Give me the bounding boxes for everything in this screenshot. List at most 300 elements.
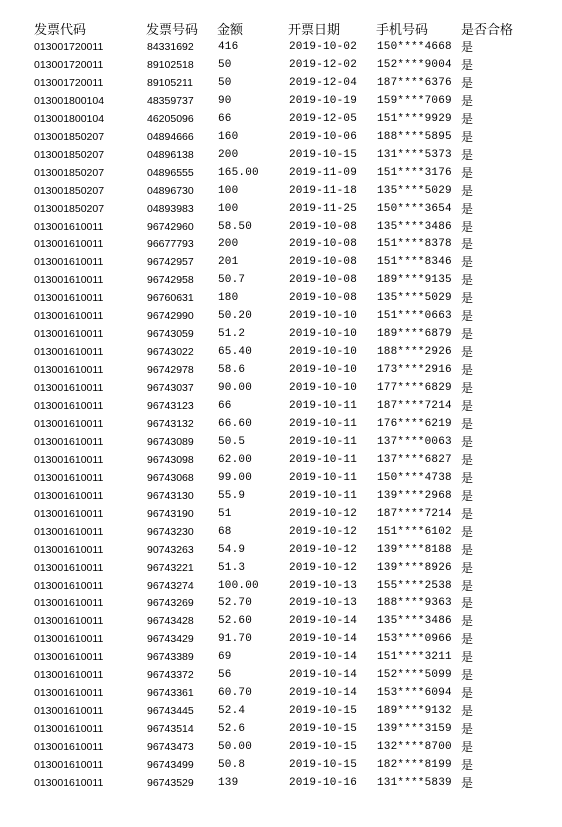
issue-date-cell: 2019-10-14 xyxy=(289,615,358,628)
phone-number-cell: 189****9132 xyxy=(377,705,452,718)
invoice-number-cell: 04893983 xyxy=(147,202,194,215)
invoice-code-cell: 013001800104 xyxy=(34,112,105,125)
table-row xyxy=(0,776,562,790)
issue-date-cell: 2019-10-11 xyxy=(289,417,358,430)
table-row xyxy=(0,94,562,108)
issue-date-cell: 2019-10-15 xyxy=(289,759,358,771)
amount-cell: 50.5 xyxy=(218,435,246,448)
issue-date-cell: 2019-10-14 xyxy=(289,651,358,664)
phone-number-cell: 135****5029 xyxy=(377,292,452,305)
invoice-code-cell: 013001850207 xyxy=(34,202,105,215)
qualified-cell: 是 xyxy=(461,183,474,198)
invoice-number-cell: 96743473 xyxy=(147,741,194,754)
table-row xyxy=(0,202,562,216)
issue-date-cell: 2019-10-11 xyxy=(289,471,358,484)
invoice-code-cell: 013001610011 xyxy=(34,705,104,718)
issue-date-cell: 2019-10-10 xyxy=(289,364,358,377)
invoice-number-cell: 96743123 xyxy=(147,400,194,412)
issue-date-cell: 2019-10-10 xyxy=(289,346,358,359)
table-row xyxy=(0,632,562,646)
qualified-cell: 是 xyxy=(461,686,474,701)
invoice-number-cell: 96743068 xyxy=(147,471,194,484)
invoice-code-cell: 013001610011 xyxy=(34,525,104,538)
invoice-code-cell: 013001610011 xyxy=(34,292,104,305)
table-row xyxy=(0,381,562,395)
invoice-number-cell: 96743428 xyxy=(147,615,194,628)
qualified-cell: 是 xyxy=(461,542,474,557)
invoice-code-cell: 013001610011 xyxy=(34,400,104,412)
issue-date-cell: 2019-10-12 xyxy=(289,543,358,556)
table-row xyxy=(0,722,562,736)
table-row xyxy=(0,704,562,718)
invoice-code-cell: 013001610011 xyxy=(34,507,104,520)
invoice-number-cell: 96742958 xyxy=(147,274,194,287)
invoice-code-cell: 013001610011 xyxy=(34,274,104,287)
issue-date-cell: 2019-10-08 xyxy=(289,256,358,269)
amount-cell: 165.00 xyxy=(218,166,259,179)
qualified-cell: 是 xyxy=(461,129,474,144)
invoice-number-cell: 96743132 xyxy=(147,417,194,430)
table-row xyxy=(0,184,562,198)
table-row xyxy=(0,112,562,126)
amount-cell: 100.00 xyxy=(218,579,259,592)
issue-date-cell: 2019-10-15 xyxy=(289,705,358,718)
phone-number-cell: 150****3654 xyxy=(377,202,452,215)
table-row xyxy=(0,579,562,593)
issue-date-cell: 2019-11-09 xyxy=(289,166,358,179)
qualified-cell: 是 xyxy=(461,434,474,449)
issue-date-cell: 2019-10-08 xyxy=(289,292,358,305)
qualified-cell: 是 xyxy=(461,165,474,180)
phone-number-cell: 187****7214 xyxy=(377,507,452,520)
amount-cell: 416 xyxy=(218,41,239,53)
table-row xyxy=(0,58,562,72)
invoice-code-cell: 013001610011 xyxy=(34,723,104,736)
issue-date-cell: 2019-10-08 xyxy=(289,238,358,251)
header-amount: 金额 xyxy=(217,23,244,38)
phone-number-cell: 135****3486 xyxy=(377,220,452,233)
phone-number-cell: 131****5839 xyxy=(377,776,452,789)
qualified-cell: 是 xyxy=(461,93,474,108)
invoice-code-cell: 013001610011 xyxy=(34,776,104,789)
qualified-cell: 是 xyxy=(461,327,474,342)
phone-number-cell: 135****3486 xyxy=(377,615,452,628)
invoice-code-cell: 013001610011 xyxy=(34,256,104,269)
phone-number-cell: 139****3159 xyxy=(377,723,452,736)
header-invoice-number: 发票号码 xyxy=(146,23,199,38)
invoice-code-cell: 013001610011 xyxy=(34,382,104,395)
table-row xyxy=(0,291,562,305)
invoice-number-cell: 96743389 xyxy=(147,651,194,664)
qualified-cell: 是 xyxy=(461,668,474,683)
qualified-cell: 是 xyxy=(461,399,474,413)
phone-number-cell: 182****8199 xyxy=(377,759,452,771)
amount-cell: 66.60 xyxy=(218,417,253,430)
invoice-number-cell: 96743361 xyxy=(147,687,194,700)
qualified-cell: 是 xyxy=(461,345,474,360)
amount-cell: 66 xyxy=(218,112,232,125)
qualified-cell: 是 xyxy=(461,614,474,629)
issue-date-cell: 2019-10-14 xyxy=(289,669,358,682)
invoice-code-cell: 013001720011 xyxy=(34,76,104,89)
amount-cell: 50.8 xyxy=(218,759,246,771)
phone-number-cell: 135****5029 xyxy=(377,184,452,197)
invoice-code-cell: 013001610011 xyxy=(34,453,104,466)
invoice-number-cell: 96743190 xyxy=(147,507,194,520)
amount-cell: 58.6 xyxy=(218,364,246,377)
issue-date-cell: 2019-10-12 xyxy=(289,507,358,520)
table-row xyxy=(0,130,562,144)
issue-date-cell: 2019-10-11 xyxy=(289,435,358,448)
qualified-cell: 是 xyxy=(461,147,474,162)
invoice-number-cell: 48359737 xyxy=(147,94,194,107)
invoice-code-cell: 013001610011 xyxy=(34,346,104,359)
issue-date-cell: 2019-10-11 xyxy=(289,400,358,412)
qualified-cell: 是 xyxy=(461,632,474,647)
amount-cell: 65.40 xyxy=(218,346,253,359)
issue-date-cell: 2019-12-04 xyxy=(289,76,358,89)
qualified-cell: 是 xyxy=(461,740,474,755)
phone-number-cell: 139****2968 xyxy=(377,489,452,502)
invoice-number-cell: 96743372 xyxy=(147,669,194,682)
amount-cell: 50 xyxy=(218,76,232,89)
invoice-code-cell: 013001610011 xyxy=(34,597,104,610)
phone-number-cell: 177****6829 xyxy=(377,382,452,395)
qualified-cell: 是 xyxy=(461,524,474,539)
amount-cell: 68 xyxy=(218,525,232,538)
amount-cell: 50.7 xyxy=(218,274,246,287)
table-row xyxy=(0,435,562,449)
amount-cell: 50.20 xyxy=(218,310,253,323)
issue-date-cell: 2019-10-15 xyxy=(289,148,358,161)
phone-number-cell: 152****5099 xyxy=(377,669,452,682)
qualified-cell: 是 xyxy=(461,255,474,270)
invoice-number-cell: 96743089 xyxy=(147,435,194,448)
phone-number-cell: 150****4738 xyxy=(377,471,452,484)
issue-date-cell: 2019-10-13 xyxy=(289,597,358,610)
qualified-cell: 是 xyxy=(461,201,474,216)
qualified-cell: 是 xyxy=(461,57,474,72)
invoice-number-cell: 04896138 xyxy=(147,148,194,161)
invoice-code-cell: 013001720011 xyxy=(34,58,104,71)
qualified-cell: 是 xyxy=(461,273,474,288)
table-row xyxy=(0,561,562,575)
invoice-code-cell: 013001610011 xyxy=(34,561,104,574)
invoice-code-cell: 013001610011 xyxy=(34,543,104,556)
header-invoice-code: 发票代码 xyxy=(34,23,87,38)
phone-number-cell: 187****6376 xyxy=(377,76,452,89)
phone-number-cell: 153****6094 xyxy=(377,687,452,700)
phone-number-cell: 151****0663 xyxy=(377,310,452,323)
invoice-number-cell: 96743230 xyxy=(147,525,194,538)
invoice-code-cell: 013001610011 xyxy=(34,435,104,448)
issue-date-cell: 2019-10-14 xyxy=(289,687,358,700)
qualified-cell: 是 xyxy=(461,75,474,90)
issue-date-cell: 2019-10-08 xyxy=(289,220,358,233)
amount-cell: 90.00 xyxy=(218,382,253,395)
issue-date-cell: 2019-10-19 xyxy=(289,94,358,107)
table-header xyxy=(0,23,562,39)
table-row xyxy=(0,686,562,700)
table-row xyxy=(0,363,562,377)
invoice-number-cell: 04896555 xyxy=(147,166,194,179)
phone-number-cell: 132****8700 xyxy=(377,741,452,754)
invoice-number-cell: 96760631 xyxy=(147,292,194,305)
header-qualified: 是否合格 xyxy=(461,23,514,38)
qualified-cell: 是 xyxy=(461,758,474,772)
qualified-cell: 是 xyxy=(461,578,474,593)
invoice-code-cell: 013001610011 xyxy=(34,615,104,628)
invoice-code-cell: 013001610011 xyxy=(34,633,104,646)
amount-cell: 52.60 xyxy=(218,615,253,628)
invoice-number-cell: 89102518 xyxy=(147,58,194,71)
invoice-number-cell: 46205096 xyxy=(147,112,194,125)
invoice-code-cell: 013001610011 xyxy=(34,220,104,233)
table-row xyxy=(0,237,562,251)
table-row xyxy=(0,255,562,269)
issue-date-cell: 2019-10-10 xyxy=(289,328,358,341)
qualified-cell: 是 xyxy=(461,650,474,665)
table-row xyxy=(0,327,562,341)
phone-number-cell: 151****3211 xyxy=(377,651,452,664)
qualified-cell: 是 xyxy=(461,704,474,719)
qualified-cell: 是 xyxy=(461,722,474,737)
table-row xyxy=(0,309,562,323)
qualified-cell: 是 xyxy=(461,506,474,521)
invoice-code-cell: 013001720011 xyxy=(34,41,104,53)
qualified-cell: 是 xyxy=(461,470,474,485)
amount-cell: 200 xyxy=(218,148,239,161)
phone-number-cell: 189****6879 xyxy=(377,328,452,341)
invoice-number-cell: 96742960 xyxy=(147,220,194,233)
table-row xyxy=(0,345,562,359)
amount-cell: 62.00 xyxy=(218,453,253,466)
amount-cell: 100 xyxy=(218,202,239,215)
amount-cell: 50.00 xyxy=(218,741,253,754)
phone-number-cell: 153****0966 xyxy=(377,633,452,646)
invoice-number-cell: 96742990 xyxy=(147,310,194,323)
phone-number-cell: 188****9363 xyxy=(377,597,452,610)
invoice-number-cell: 96743269 xyxy=(147,597,194,610)
issue-date-cell: 2019-10-10 xyxy=(289,382,358,395)
qualified-cell: 是 xyxy=(461,219,474,234)
phone-number-cell: 151****8378 xyxy=(377,238,452,251)
issue-date-cell: 2019-10-08 xyxy=(289,274,358,287)
amount-cell: 55.9 xyxy=(218,489,246,502)
amount-cell: 52.70 xyxy=(218,597,253,610)
invoice-code-cell: 013001610011 xyxy=(34,651,104,664)
qualified-cell: 是 xyxy=(461,363,474,378)
invoice-code-cell: 013001610011 xyxy=(34,364,104,377)
invoice-number-cell: 84331692 xyxy=(147,41,194,53)
table-row xyxy=(0,273,562,287)
issue-date-cell: 2019-10-10 xyxy=(289,310,358,323)
issue-date-cell: 2019-10-15 xyxy=(289,723,358,736)
amount-cell: 180 xyxy=(218,292,239,305)
phone-number-cell: 151****8346 xyxy=(377,256,452,269)
phone-number-cell: 139****8926 xyxy=(377,561,452,574)
invoice-number-cell: 96743429 xyxy=(147,633,194,646)
phone-number-cell: 131****5373 xyxy=(377,148,452,161)
table-row xyxy=(0,76,562,90)
invoice-code-cell: 013001610011 xyxy=(34,238,104,251)
invoice-code-cell: 013001610011 xyxy=(34,759,104,771)
amount-cell: 52.6 xyxy=(218,723,246,736)
qualified-cell: 是 xyxy=(461,488,474,503)
table-row xyxy=(0,543,562,557)
phone-number-cell: 150****4668 xyxy=(377,41,452,53)
issue-date-cell: 2019-10-11 xyxy=(289,489,358,502)
amount-cell: 90 xyxy=(218,94,232,107)
invoice-number-cell: 96743529 xyxy=(147,776,194,789)
amount-cell: 56 xyxy=(218,669,232,682)
phone-number-cell: 155****2538 xyxy=(377,579,452,592)
amount-cell: 50 xyxy=(218,58,232,71)
table-row xyxy=(0,740,562,754)
header-phone-number: 手机号码 xyxy=(376,23,429,38)
issue-date-cell: 2019-10-12 xyxy=(289,561,358,574)
invoice-number-cell: 96743274 xyxy=(147,579,194,592)
invoice-number-cell: 96743130 xyxy=(147,489,194,502)
issue-date-cell: 2019-10-15 xyxy=(289,741,358,754)
invoice-number-cell: 96743499 xyxy=(147,759,194,771)
table-row xyxy=(0,40,562,54)
invoice-code-cell: 013001610011 xyxy=(34,328,104,341)
amount-cell: 139 xyxy=(218,776,239,789)
table-row xyxy=(0,453,562,467)
amount-cell: 51.3 xyxy=(218,561,246,574)
invoice-code-cell: 013001610011 xyxy=(34,471,104,484)
table-row xyxy=(0,417,562,431)
qualified-cell: 是 xyxy=(461,381,474,396)
amount-cell: 54.9 xyxy=(218,543,246,556)
invoice-number-cell: 96743059 xyxy=(147,328,194,341)
invoice-number-cell: 04896730 xyxy=(147,184,194,197)
amount-cell: 99.00 xyxy=(218,471,253,484)
invoice-number-cell: 96743514 xyxy=(147,723,194,736)
phone-number-cell: 187****7214 xyxy=(377,400,452,412)
amount-cell: 69 xyxy=(218,651,232,664)
phone-number-cell: 151****3176 xyxy=(377,166,452,179)
invoice-number-cell: 96742978 xyxy=(147,364,194,377)
invoice-number-cell: 96743098 xyxy=(147,453,194,466)
table-row xyxy=(0,668,562,682)
amount-cell: 201 xyxy=(218,256,239,269)
invoice-code-cell: 013001850207 xyxy=(34,130,105,143)
issue-date-cell: 2019-10-06 xyxy=(289,130,358,143)
table-row xyxy=(0,166,562,180)
amount-cell: 91.70 xyxy=(218,633,253,646)
amount-cell: 160 xyxy=(218,130,239,143)
phone-number-cell: 151****6102 xyxy=(377,525,452,538)
invoice-number-cell: 96677793 xyxy=(147,238,194,251)
amount-cell: 58.50 xyxy=(218,220,253,233)
invoice-code-cell: 013001850207 xyxy=(34,184,105,197)
phone-number-cell: 151****9929 xyxy=(377,112,452,125)
amount-cell: 66 xyxy=(218,400,232,412)
invoice-number-cell: 96743445 xyxy=(147,705,194,718)
phone-number-cell: 152****9004 xyxy=(377,58,452,71)
qualified-cell: 是 xyxy=(461,560,474,575)
invoice-code-cell: 013001850207 xyxy=(34,148,105,161)
qualified-cell: 是 xyxy=(461,111,474,126)
table-row xyxy=(0,399,562,413)
invoice-number-cell: 96742957 xyxy=(147,256,194,269)
invoice-code-cell: 013001850207 xyxy=(34,166,105,179)
phone-number-cell: 139****8188 xyxy=(377,543,452,556)
invoice-code-cell: 013001610011 xyxy=(34,669,104,682)
issue-date-cell: 2019-10-16 xyxy=(289,776,358,789)
issue-date-cell: 2019-10-14 xyxy=(289,633,358,646)
issue-date-cell: 2019-11-25 xyxy=(289,202,358,215)
invoice-code-cell: 013001610011 xyxy=(34,310,104,323)
qualified-cell: 是 xyxy=(461,416,474,431)
table-row xyxy=(0,614,562,628)
invoice-number-cell: 96743022 xyxy=(147,346,194,359)
amount-cell: 60.70 xyxy=(218,687,253,700)
qualified-cell: 是 xyxy=(461,596,474,611)
phone-number-cell: 137****6827 xyxy=(377,453,452,466)
qualified-cell: 是 xyxy=(461,775,474,790)
table-row xyxy=(0,507,562,521)
invoice-number-cell: 89105211 xyxy=(147,76,193,89)
amount-cell: 100 xyxy=(218,184,239,197)
invoice-number-cell: 96743221 xyxy=(147,561,194,574)
invoice-code-cell: 013001610011 xyxy=(34,417,104,430)
invoice-number-cell: 96743037 xyxy=(147,382,194,395)
phone-number-cell: 188****2926 xyxy=(377,346,452,359)
invoice-code-cell: 013001610011 xyxy=(34,687,104,700)
table-row xyxy=(0,758,562,772)
table-row xyxy=(0,489,562,503)
qualified-cell: 是 xyxy=(461,291,474,306)
issue-date-cell: 2019-12-02 xyxy=(289,58,358,71)
invoice-code-cell: 013001610011 xyxy=(34,489,104,502)
invoice-number-cell: 90743263 xyxy=(147,543,194,556)
table-row xyxy=(0,650,562,664)
phone-number-cell: 189****9135 xyxy=(377,274,452,287)
table-row xyxy=(0,596,562,610)
qualified-cell: 是 xyxy=(461,237,474,252)
amount-cell: 51.2 xyxy=(218,328,246,341)
invoice-number-cell: 04894666 xyxy=(147,130,194,143)
qualified-cell: 是 xyxy=(461,40,474,54)
table-row xyxy=(0,525,562,539)
phone-number-cell: 173****2916 xyxy=(377,364,452,377)
table-row xyxy=(0,471,562,485)
phone-number-cell: 176****6219 xyxy=(377,417,452,430)
header-issue-date: 开票日期 xyxy=(288,23,341,38)
invoice-code-cell: 013001610011 xyxy=(34,741,104,754)
amount-cell: 51 xyxy=(218,507,232,520)
phone-number-cell: 137****0063 xyxy=(377,435,452,448)
phone-number-cell: 188****5895 xyxy=(377,130,452,143)
invoice-code-cell: 013001800104 xyxy=(34,94,105,107)
invoice-code-cell: 013001610011 xyxy=(34,579,104,592)
qualified-cell: 是 xyxy=(461,309,474,324)
table-row xyxy=(0,148,562,162)
issue-date-cell: 2019-12-05 xyxy=(289,112,358,125)
issue-date-cell: 2019-10-11 xyxy=(289,453,358,466)
amount-cell: 52.4 xyxy=(218,705,246,718)
phone-number-cell: 159****7069 xyxy=(377,94,452,107)
issue-date-cell: 2019-10-13 xyxy=(289,579,358,592)
qualified-cell: 是 xyxy=(461,452,474,467)
amount-cell: 200 xyxy=(218,238,239,251)
issue-date-cell: 2019-11-18 xyxy=(289,184,358,197)
issue-date-cell: 2019-10-12 xyxy=(289,525,358,538)
table-row xyxy=(0,220,562,234)
